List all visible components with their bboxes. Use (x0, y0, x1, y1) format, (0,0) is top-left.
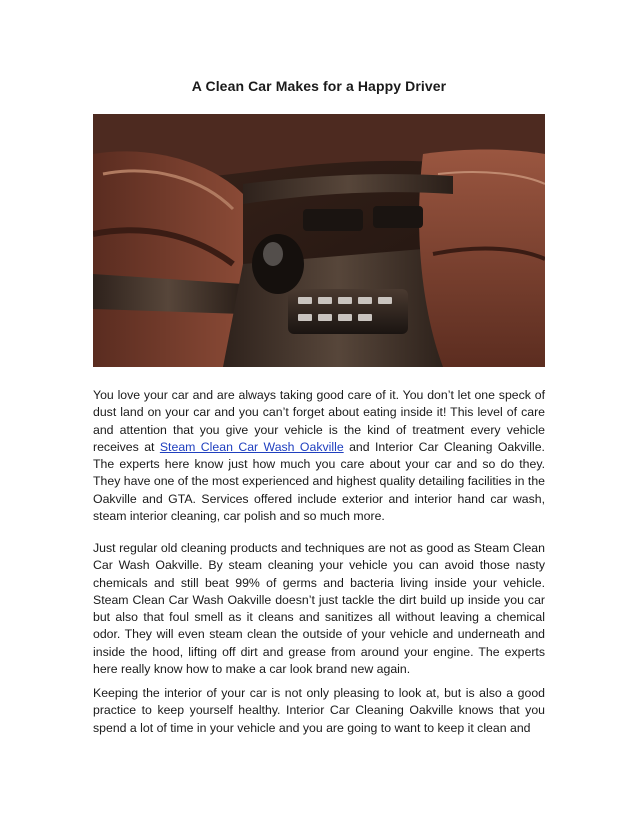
paragraph-3: Keeping the interior of your car is not only pleasing to look at, but is also a good practice to keep yourself healthy. Interior Car Cleaning Oakville knows that you spend a lot of time in your vehicle and you are going to want to keep it clean and (93, 686, 545, 735)
paragraph-1-before-link: You love your car and are always taking good care of it. You don’t let one speck of dust land on your car and you can’t forget about eating inside it! This level of care and attention that you give your vehicle is the kind of treatment every vehicle receives at (93, 388, 545, 454)
paragraph-1 (93, 387, 545, 525)
paragraph-2: Just regular old cleaning products and techniques are not as good as Steam Clean Car Wash Oakville. By steam cleaning your vehicle you can avoid those nasty chemicals and still beat 99% of germs and bacteria living inside your vehicle. Steam Clean Car Wash Oakville doesn’t just tackle the dirt build up inside you car but also that foul smell as it cleans and sanitizes all without leaving a chemical odor. They will even steam clean the outside of your vehicle and underneath and inside the hood, lifting off dirt and grease from around your engine. The experts here really know how to make a car look brand new again. (93, 541, 545, 677)
page-title: A Clean Car Makes for a Happy Driver (191, 78, 447, 94)
steam-clean-link[interactable]: Steam Clean Car Wash Oakville (159, 439, 344, 454)
paragraph-1-after-link: and Interior Car Cleaning Oakville. The experts here know just how much you care about your car and so do they. They have one of the most experienced and highest quality detailing facilities in the Oakville and GTA. Services offered include exterior and interior hand car wash, steam interior cleaning, car polish and so much more. (93, 439, 545, 524)
car-interior-photo (93, 114, 545, 367)
